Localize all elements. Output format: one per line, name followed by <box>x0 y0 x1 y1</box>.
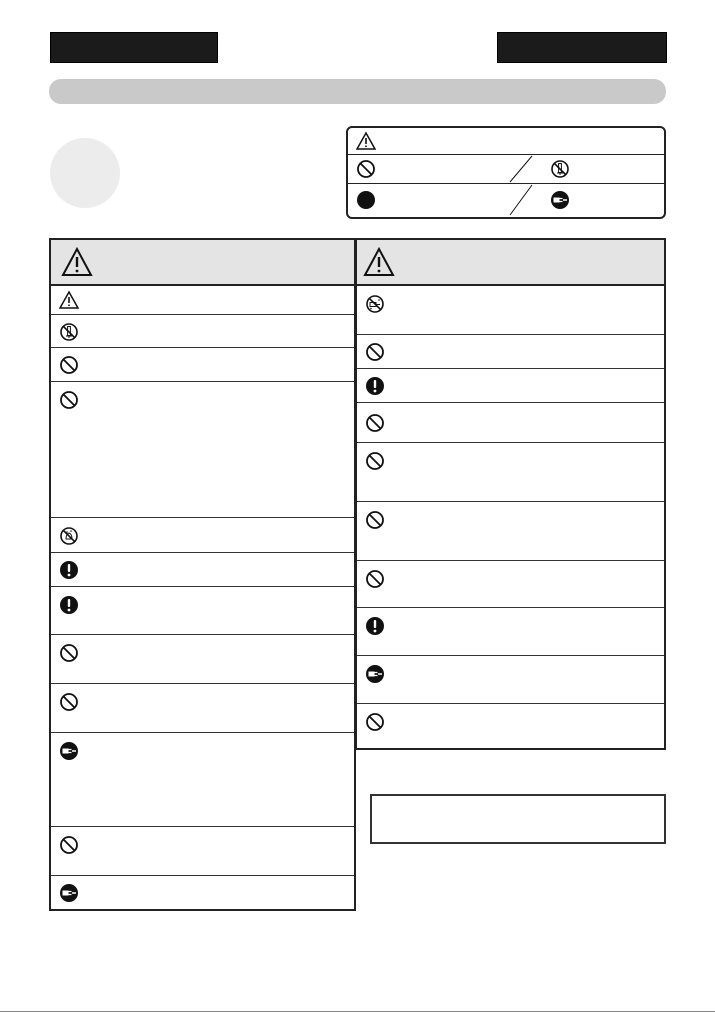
warning-row <box>51 381 354 517</box>
prohibited-icon <box>365 569 385 589</box>
warning-panel-header <box>51 240 354 286</box>
caution-row <box>357 501 664 560</box>
prohibited-icon <box>59 692 79 712</box>
warning-row <box>51 347 354 381</box>
warning-row <box>51 634 354 683</box>
warning-triangle-icon <box>59 290 79 310</box>
warning-row <box>51 875 354 909</box>
legend-divider-slash <box>506 184 536 216</box>
prohibited-icon <box>365 510 385 530</box>
mandatory-action-icon <box>356 190 376 210</box>
warning-triangle-icon <box>356 131 376 151</box>
unplug-icon <box>365 664 385 684</box>
warning-row <box>51 552 354 586</box>
prohibited-icon <box>356 159 376 179</box>
caution-panel <box>355 238 666 750</box>
unplug-icon <box>59 741 79 761</box>
caution-row <box>357 655 664 703</box>
warning-triangle-icon <box>61 247 93 277</box>
no-disassembly-icon <box>59 322 79 342</box>
legend-row-1 <box>348 155 664 184</box>
mandatory-action-icon <box>365 376 385 396</box>
prohibited-icon <box>59 390 79 410</box>
warning-row <box>51 683 354 732</box>
notice-box <box>370 794 666 844</box>
unplug-icon <box>550 190 570 210</box>
step-number-circle <box>50 138 120 208</box>
warning-row <box>51 286 354 314</box>
prohibited-icon <box>365 413 385 433</box>
caution-row <box>357 560 664 607</box>
prohibited-icon <box>59 643 79 663</box>
caution-row <box>357 334 664 368</box>
symbol-legend <box>346 126 666 219</box>
unplug-icon <box>59 883 79 903</box>
warning-triangle-icon <box>363 247 395 277</box>
mandatory-action-icon <box>59 560 79 580</box>
prohibited-icon <box>59 835 79 855</box>
warning-row <box>51 586 354 634</box>
mandatory-action-icon <box>59 595 79 615</box>
header-tab-left <box>50 32 218 63</box>
no-wet-hands-icon <box>59 526 79 546</box>
caution-row <box>357 286 664 334</box>
caution-row <box>357 703 664 748</box>
prohibited-icon <box>59 355 79 375</box>
warning-row <box>51 314 354 347</box>
caution-row <box>357 442 664 501</box>
legend-divider-slash <box>506 155 536 183</box>
intro-text <box>132 140 332 210</box>
prohibited-icon <box>365 712 385 732</box>
caution-row <box>357 402 664 442</box>
warning-row <box>51 732 354 826</box>
warning-panel <box>49 238 356 911</box>
legend-row-2 <box>348 184 664 217</box>
warning-row <box>51 517 354 552</box>
footer-rule <box>0 1011 715 1012</box>
legend-title-row <box>348 128 664 155</box>
caution-panel-header <box>357 240 664 286</box>
mandatory-action-icon <box>365 616 385 636</box>
prohibited-icon <box>365 342 385 362</box>
warning-row <box>51 826 354 875</box>
caution-row <box>357 368 664 402</box>
section-title-bar <box>49 79 666 104</box>
header-tab-right <box>497 32 667 63</box>
caution-row <box>357 607 664 655</box>
prohibited-icon <box>365 451 385 471</box>
no-water-contact-icon <box>365 294 385 314</box>
no-disassembly-icon <box>550 159 570 179</box>
